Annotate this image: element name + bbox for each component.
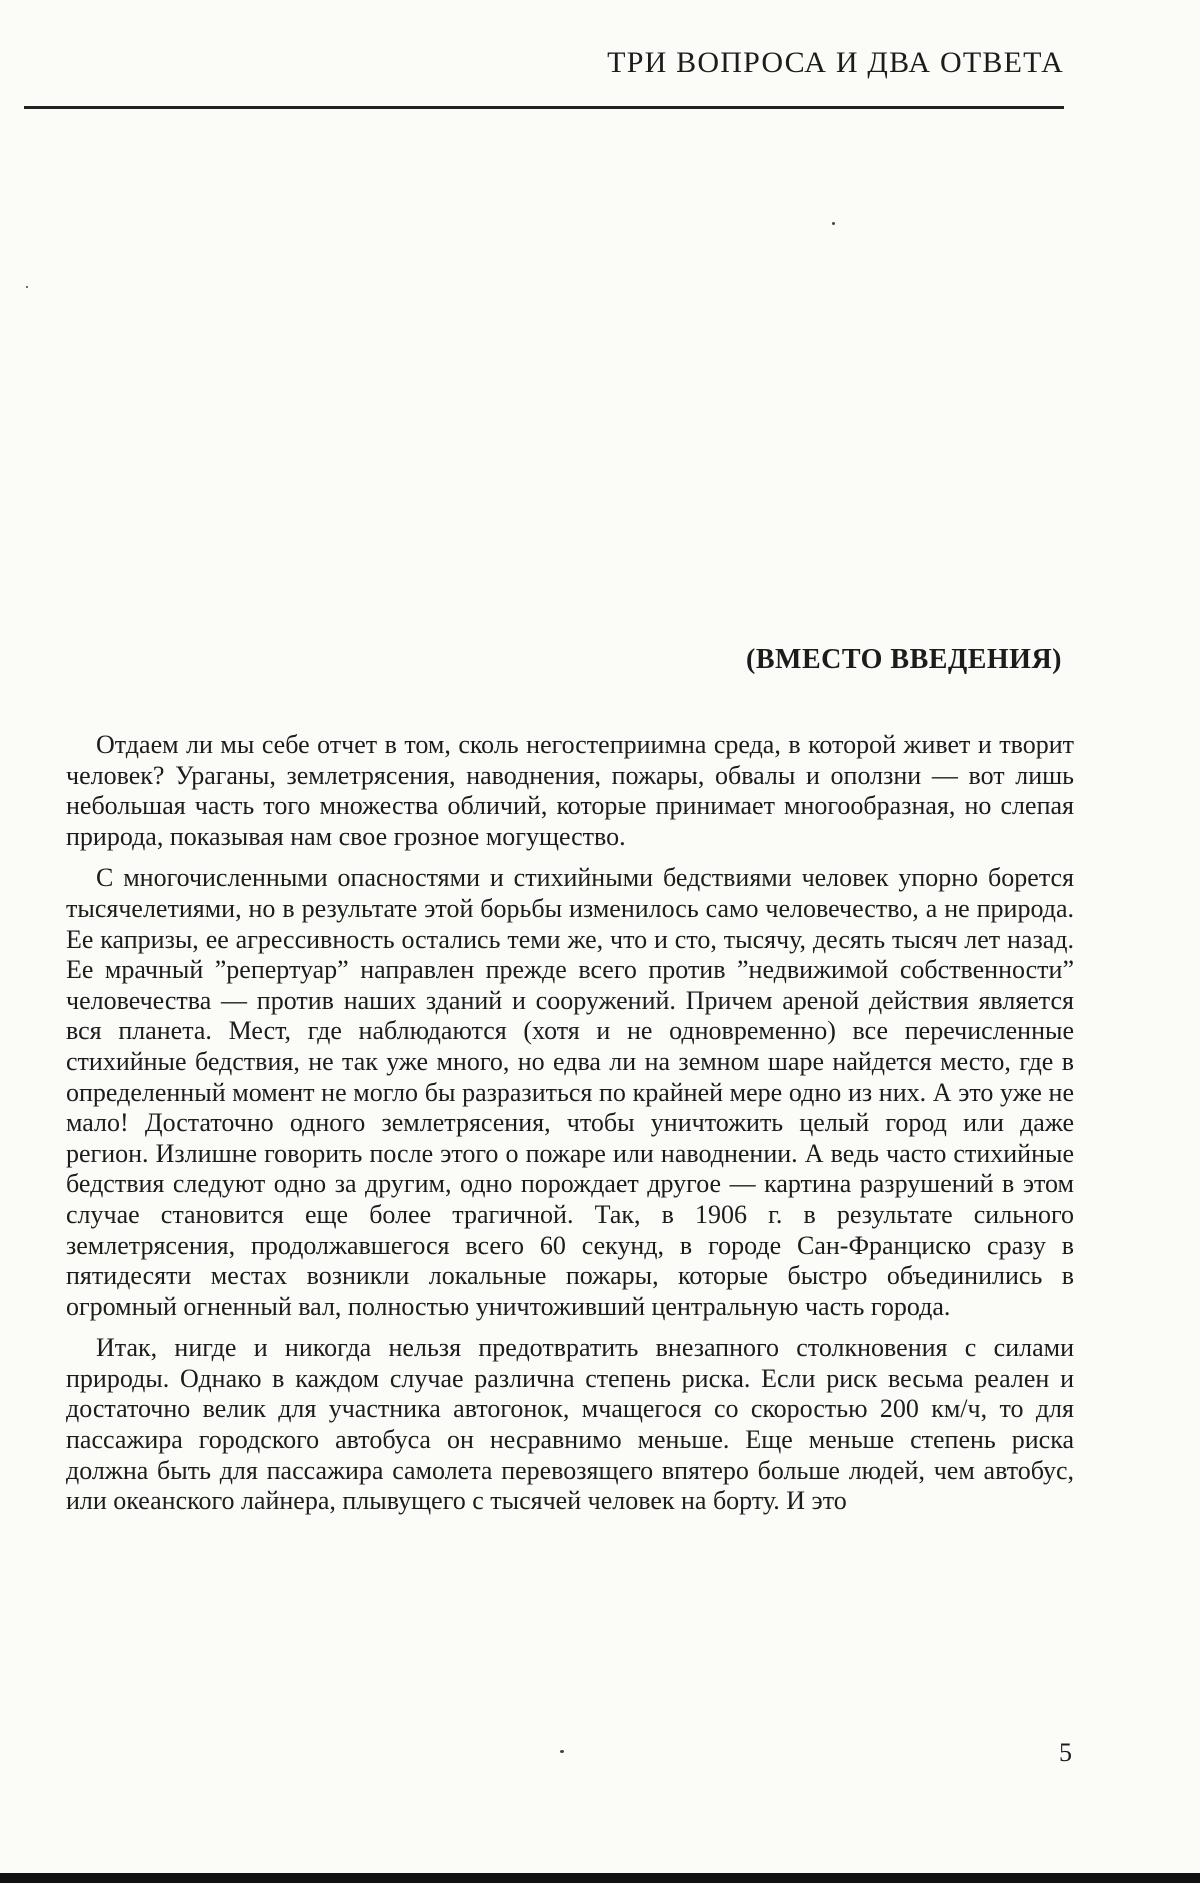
paragraph-2: С многочисленными опасностями и стихийными бедствиями человек упорно борется тысячелетиями, но в результате этой борьбы изменилось само человечество, а не природа. Ее капризы, ее агрессивность остались теми же, что и сто, тысячу, десять тысяч лет назад. Ее мрачный ”репертуар” направлен прежде всего против ”недвижимой собственности” человечества — против наших зданий и сооружений. Причем ареной действия является вся планета. Мест, где наблюдаются (хотя и не одновременно) все перечисленные стихийные бедствия, не так уже много, но едва ли на земном шаре найдется место, где в определенный момент не могло бы разразиться по крайней мере одно из них. А это уже не мало! Достаточно одного землетрясения, чтобы уничтожить целый город или даже регион. Излишне говорить после этого о пожаре или наводнении. А ведь часто стихийные бедствия следуют одно за другим, одно порождает другое — картина разрушений в этом случае становится еще более трагичной. Так, в 1906 г. в результате сильного землетрясения, продолжавшегося всего 60 секунд, в городе Сан-Франциско сразу в пятидесяти местах возникли локальные пожары, которые быстро объединились в огромный огненный вал, полностью уничтоживший центральную часть города. (66, 863, 1074, 1321)
running-header-title: ТРИ ВОПРОСА И ДВА ОТВЕТА (607, 46, 1064, 79)
section-subtitle: (ВМЕСТО ВВЕДЕНИЯ) (746, 644, 1062, 675)
page-number: 5 (1059, 1738, 1072, 1767)
body-text (66, 730, 1074, 1528)
scan-speck (560, 1750, 564, 1753)
paragraph-3: Итак, нигде и никогда нельзя предотвратить внезапного столкновения с силами природы. Однако в каждом случае различна степень риска. Если риск весьма реален и достаточно велик для участника автогонок, мчащегося со скоростью 200 км/ч, то для пассажира городского автобуса он несравнимо меньше. Еще меньше степень риска должна быть для пассажира самолета перевозящего впятеро больше людей, чем автобус, или океанского лайнера, плывущего с тысячей человек на борту. И это (66, 1333, 1074, 1516)
header-rule-divider (24, 106, 1064, 109)
scan-speck (26, 286, 28, 288)
paragraph-1: Отдаем ли мы себе отчет в том, сколь негостеприимна среда, в которой живет и творит человек? Ураганы, землетрясения, наводнения, пожары, обвалы и оползни — вот лишь небольшая часть того множества обличий, которые принимает многообразная, но слепая природа, показывая нам свое грозное могущество. (66, 730, 1074, 851)
scan-speck (832, 222, 835, 225)
scan-edge (0, 1873, 1200, 1883)
